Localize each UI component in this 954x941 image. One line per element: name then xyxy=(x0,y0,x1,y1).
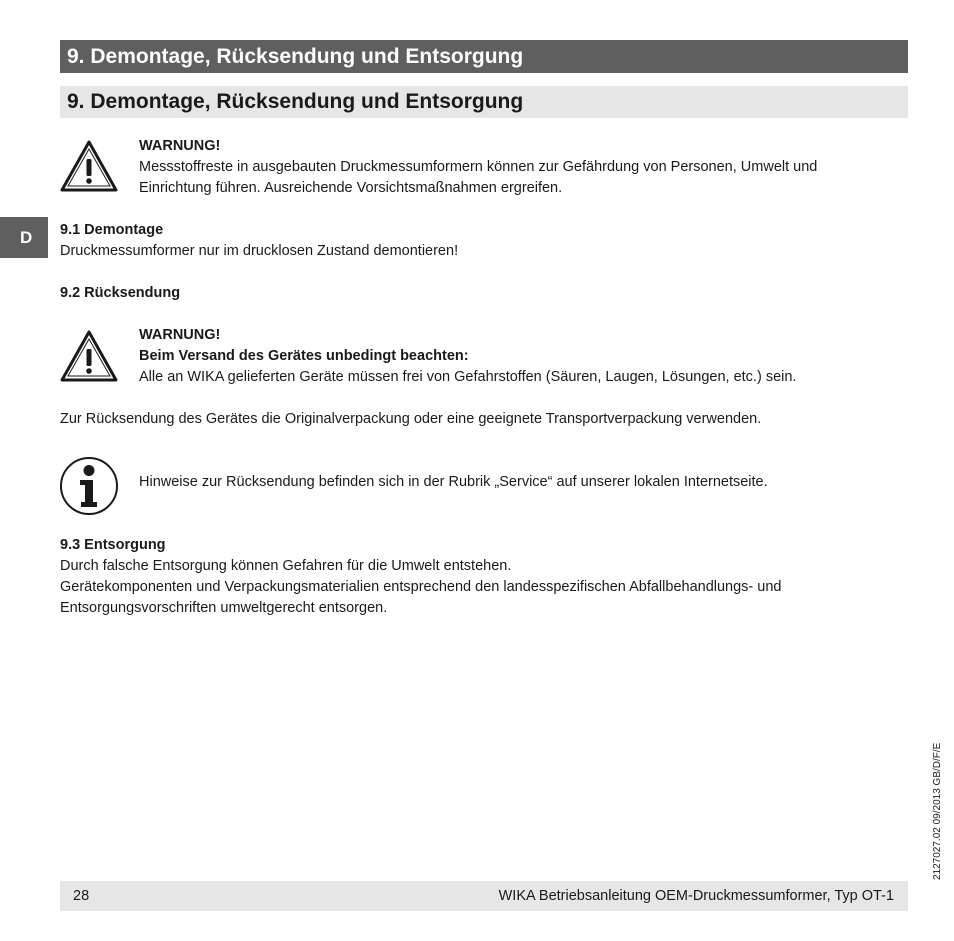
section-9-1-text: Druckmessumformer nur im drucklosen Zustand demontieren! xyxy=(60,243,459,259)
section-title: 9. Demontage, Rücksendung und Entsorgung xyxy=(67,90,524,113)
warning2-subheading: Beim Versand des Gerätes unbedingt beachten: xyxy=(139,348,469,364)
warning1-line-2: Einrichtung führen. Ausreichende Vorsichtsmaßnahmen ergreifen. xyxy=(139,180,563,196)
page-number: 28 xyxy=(73,888,90,904)
warning-triangle-icon xyxy=(59,329,119,383)
section-9-3-line-3: Entsorgungsvorschriften umweltgerecht entsorgen. xyxy=(60,600,388,616)
info-text: Hinweise zur Rücksendung befinden sich in der Rubrik „Service“ auf unserer lokalen Internetseite. xyxy=(139,474,768,490)
footer-title: WIKA Betriebsanleitung OEM-Druckmessumformer, Typ OT-1 xyxy=(498,888,894,904)
language-tab xyxy=(0,217,48,258)
page-footer xyxy=(60,881,908,911)
warning1-heading: WARNUNG! xyxy=(139,138,221,154)
page-header-bar xyxy=(60,40,908,73)
section-9-3-line-1: Durch falsche Entsorgung können Gefahren für die Umwelt entstehen. xyxy=(60,558,512,574)
warning2-heading: WARNUNG! xyxy=(139,327,221,343)
warning2-text: Alle an WIKA gelieferten Geräte müssen frei von Gefahrstoffen (Säuren, Laugen, Lösungen, etc.) sein. xyxy=(139,369,797,385)
language-tab-label: D xyxy=(20,228,33,247)
warning1-line-1: Messstoffreste in ausgebauten Druckmessumformern können zur Gefährdung von Personen, Umwelt und xyxy=(139,159,818,175)
section-title-bar xyxy=(60,86,908,118)
info-icon xyxy=(59,456,119,516)
section-9-1-heading: 9.1 Demontage xyxy=(60,222,164,238)
page-header-title: 9. Demontage, Rücksendung und Entsorgung xyxy=(67,45,524,68)
section-9-3-line-2: Gerätekomponenten und Verpackungsmaterialien entsprechend den landesspezifischen Abfallbehandlungs- und xyxy=(60,579,782,595)
return-text: Zur Rücksendung des Gerätes die Originalverpackung oder eine geeignete Transportverpackung verwenden. xyxy=(60,411,762,427)
section-9-2-heading: 9.2 Rücksendung xyxy=(60,285,181,301)
warning-triangle-icon xyxy=(59,139,119,193)
section-9-3-heading: 9.3 Entsorgung xyxy=(60,537,166,553)
document-code: 2127027.02 09/2013 GB/D/F/E xyxy=(932,742,943,880)
